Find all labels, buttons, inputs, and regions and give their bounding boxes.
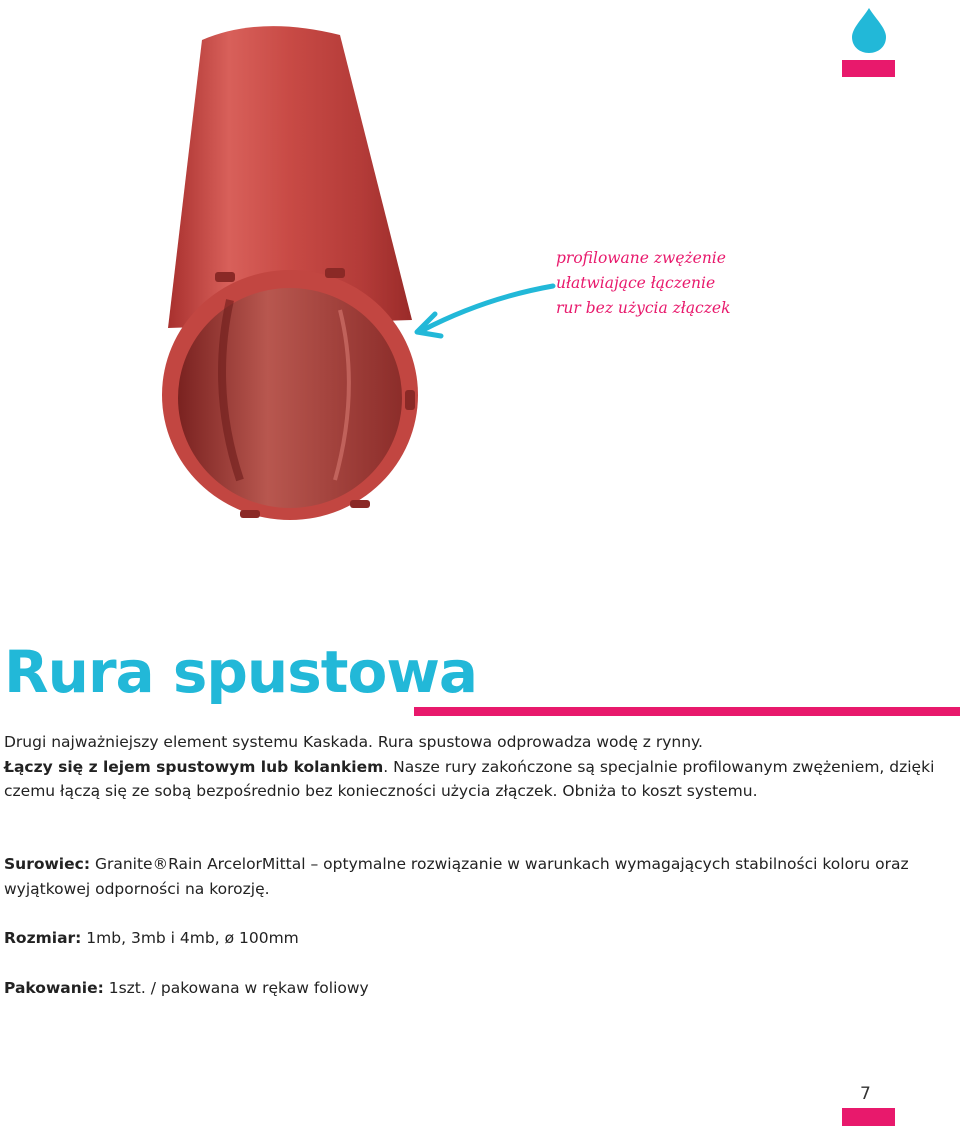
annotation-line: profilowane zwężenie [556, 249, 726, 267]
top-accent-bar [842, 60, 895, 77]
page-title: Rura spustowa [4, 638, 478, 706]
annotation-line: rur bez użycia złączek [556, 299, 731, 317]
packing-paragraph [4, 976, 944, 1001]
annotation-line: ułatwiające łączenie [556, 274, 716, 292]
title-underline [414, 707, 960, 716]
intro-rest: . Nasze rury zakończone są specjalnie profilowanym zwężeniem, dzięki czemu łączą się ze sobą bezpośrednio bez konieczności użycia złączek. Obniża to koszt systemu. [4, 757, 935, 800]
intro-text: Drugi najważniejszy element systemu Kaskada. Rura spustowa odprowadza wodę z rynny. [4, 733, 703, 751]
size-label: Rozmiar: [4, 929, 82, 947]
material-paragraph [4, 852, 944, 901]
material-label: Surowiec: [4, 855, 91, 873]
packing-text: 1szt. / pakowana w rękaw foliowy [103, 979, 369, 997]
pipe-annotation [556, 246, 796, 321]
intro-paragraph [4, 730, 944, 804]
curved-arrow-icon [405, 270, 565, 350]
water-drop-icon [849, 6, 889, 54]
material-text: Granite®Rain ArcelorMittal – optymalne rozwiązanie w warunkach wymagających stabilności koloru oraz wyjątkowej odporności na korozję. [4, 855, 909, 898]
intro-bold: Łączy się z lejem spustowym lub kolankiem [4, 757, 384, 776]
page-number: 7 [860, 1084, 871, 1104]
size-paragraph [4, 926, 944, 951]
size-text: 1mb, 3mb i 4mb, ø 100mm [81, 929, 299, 947]
bottom-accent-bar [842, 1108, 895, 1126]
packing-label: Pakowanie: [4, 979, 104, 997]
